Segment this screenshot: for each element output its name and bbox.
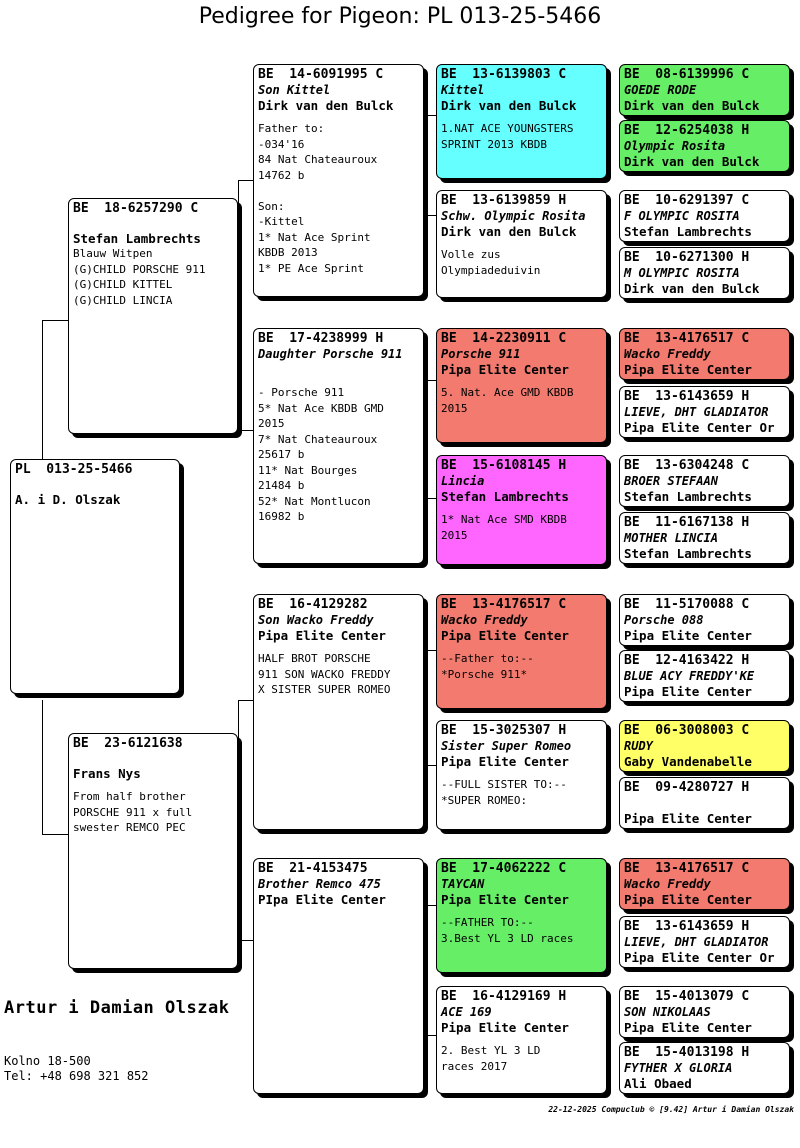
dds-card[interactable] (436, 858, 607, 973)
connector-line (424, 650, 425, 765)
ring-number: BE 13-4176517 C (624, 331, 750, 346)
connector-line (42, 700, 43, 834)
connector-line (424, 115, 436, 116)
owner-name: A. i D. Olszak (15, 492, 121, 507)
page-title: Pedigree for Pigeon: PL 013-25-5466 (198, 4, 602, 29)
owner-name: Stefan Lambrechts (624, 224, 752, 239)
breeder-name: Artur i Damian Olszak (4, 998, 230, 1018)
ring-number: BE 15-4013198 H (624, 1045, 750, 1060)
breeder-contact (4, 1054, 149, 1084)
owner-name: Pipa Elite Center (624, 1020, 752, 1035)
ring-number: BE 13-6139859 H (441, 193, 567, 208)
notes: --Father to:-- *Porsche 911* (441, 652, 534, 681)
owner-name: Pipa Elite Center (624, 892, 752, 907)
breeder-phone: Tel: +48 698 321 852 (4, 1069, 149, 1083)
ring-number: BE 13-4176517 C (624, 861, 750, 876)
owner-name: Dirk van den Bulck (258, 98, 394, 113)
connector-line (42, 320, 43, 460)
ring-number: PL 013-25-5466 (15, 462, 133, 477)
pigeon-name: Brother Remco 475 (258, 877, 381, 891)
ring-number: BE 13-6143659 H (624, 389, 750, 404)
connector-line (238, 700, 239, 940)
notes: - Porsche 911 5* Nat Ace KBDB GMD 2015 7* Nat Chateauroux 25617 b 11* Nat Bourges 21484 b 52* Nat Montlucon 16982 b (258, 386, 384, 523)
pigeon-name: Son Kittel (258, 83, 331, 97)
notes: 1.NAT ACE YOUNGSTERS SPRINT 2013 KBDB (441, 122, 574, 151)
pigeon-name: Wacko Freddy (441, 613, 528, 627)
ring-number: BE 14-6091995 C (258, 67, 384, 82)
owner-name: Stefan Lambrechts (441, 489, 569, 504)
pigeon-name: SON NIKOLAAS (624, 1005, 711, 1019)
ring-number: BE 11-6167138 H (624, 515, 750, 530)
ring-number: BE 08-6139996 C (624, 67, 750, 82)
pigeon-name (624, 796, 785, 811)
connector-line (424, 905, 425, 1035)
dam-dam-card[interactable] (253, 858, 424, 1094)
connector-line (424, 905, 436, 906)
sire-sire-card[interactable] (253, 64, 424, 297)
sds-card[interactable] (436, 328, 607, 443)
ring-number: BE 15-4013079 C (624, 989, 750, 1004)
pigeon-name: Porsche 911 (441, 347, 521, 361)
ssd-card[interactable] (436, 190, 607, 298)
pigeon-name: Wacko Freddy (624, 347, 711, 361)
ring-number: BE 12-6254038 H (624, 123, 750, 138)
pigeon-name: M OLYMPIC ROSITA (624, 266, 740, 280)
pigeon-name: ACE 169 (441, 1005, 492, 1019)
dss-card[interactable] (436, 594, 607, 709)
g4-card-5[interactable] (619, 328, 790, 380)
owner-name: Gaby Vandenabelle (624, 754, 752, 769)
pigeon-name: FYTHER X GLORIA (624, 1061, 733, 1075)
pigeon-name: MOTHER LINCIA (624, 531, 718, 545)
owner-name: Frans Nys (73, 766, 141, 781)
pigeon-name: Olympic Rosita (624, 139, 726, 153)
g4-card-12[interactable] (619, 777, 790, 829)
notes: From half brother PORSCHE 911 x full swester REMCO PEC (73, 790, 193, 834)
owner-name: Pipa Elite Center Or (624, 950, 775, 965)
g4-card-13[interactable] (619, 858, 790, 910)
owner-name: Pipa Elite Center (624, 628, 752, 643)
connector-line (424, 215, 436, 216)
g4-card-3[interactable] (619, 190, 790, 242)
ring-number: BE 18-6257290 C (73, 201, 199, 216)
ring-number: BE 21-4153475 (258, 861, 368, 876)
connector-line (424, 380, 425, 498)
owner-name: Pipa Elite Center (258, 628, 386, 643)
sire-dam-card[interactable] (253, 328, 424, 564)
owner-name: Pipa Elite Center (441, 892, 569, 907)
ring-number: BE 15-3025307 H (441, 723, 567, 738)
ring-number: BE 23-6121638 (73, 736, 183, 751)
pigeon-name: Porsche 088 (624, 613, 704, 627)
g4-card-2[interactable] (619, 120, 790, 172)
g4-card-1[interactable] (619, 64, 790, 116)
owner-name: Dirk van den Bulck (441, 224, 577, 239)
sdd-card[interactable] (436, 455, 607, 565)
pigeon-name: Son Wacko Freddy (258, 613, 374, 627)
connector-line (424, 115, 425, 215)
connector-line (238, 180, 254, 181)
owner-name: Stefan Lambrechts (73, 231, 201, 246)
g4-card-4[interactable] (619, 247, 790, 299)
owner-name: Stefan Lambrechts (624, 546, 752, 561)
notes: --FULL SISTER TO:-- *SUPER ROMEO: (441, 778, 567, 807)
pigeon-name: Sister Super Romeo (441, 739, 572, 753)
ddd-card[interactable] (436, 986, 607, 1094)
g4-card-6[interactable] (619, 386, 790, 438)
connector-line (424, 498, 436, 499)
connector-line (238, 940, 254, 941)
sire-card[interactable] (68, 198, 238, 434)
subject-pigeon-card[interactable] (10, 459, 180, 694)
connector-line (42, 834, 70, 835)
owner-name: Stefan Lambrechts (624, 489, 752, 504)
pigeon-name: GOEDE RODE (624, 83, 697, 97)
g4-card-8[interactable] (619, 512, 790, 564)
ring-number: BE 12-4163422 H (624, 653, 750, 668)
connector-line (424, 380, 436, 381)
g4-card-11[interactable] (619, 720, 790, 772)
dsd-card[interactable] (436, 720, 607, 830)
pigeon-name: Schw. Olympic Rosita (441, 209, 586, 223)
dam-card[interactable] (68, 733, 238, 969)
owner-name: Dirk van den Bulck (441, 98, 577, 113)
owner-name: Pipa Elite Center (441, 628, 569, 643)
pigeon-name: LIEVE, DHT GLADIATOR (624, 405, 769, 419)
owner-name: Pipa Elite Center (441, 362, 569, 377)
owner-name: Pipa Elite Center (624, 811, 752, 826)
connector-line (424, 765, 436, 766)
ring-number: BE 15-6108145 H (441, 458, 567, 473)
pigeon-name: BLUE ACY FREDDY'KE (624, 669, 755, 683)
connector-line (424, 650, 436, 651)
pigeon-name: Daughter Porsche 911 (258, 347, 403, 361)
g4-card-15[interactable] (619, 986, 790, 1038)
ring-number: BE 06-3008003 C (624, 723, 750, 738)
notes: Father to: -034'16 84 Nat Chateauroux 14762 b Son: -Kittel 1* Nat Ace Sprint KBDB 2013 1* PE Ace Sprint (258, 122, 378, 275)
pigeon-name: LIEVE, DHT GLADIATOR (624, 935, 769, 949)
connector-line (42, 320, 70, 321)
breeder-address: Kolno 18-500 (4, 1054, 91, 1068)
owner-name: Dirk van den Bulck (624, 281, 760, 296)
pigeon-name: Kittel (441, 83, 485, 97)
owner-name: Pipa Elite Center Or (624, 420, 775, 435)
connector-line (238, 700, 254, 701)
notes: 1* Nat Ace SMD KBDB 2015 (441, 513, 567, 542)
ring-number: BE 14-2230911 C (441, 331, 567, 346)
connector-line (424, 1035, 436, 1036)
ring-number: BE 13-6143659 H (624, 919, 750, 934)
owner-name: Pipa Elite Center (441, 754, 569, 769)
g4-card-9[interactable] (619, 594, 790, 646)
g4-card-14[interactable] (619, 916, 790, 968)
owner-name: PIpa Elite Center (258, 892, 386, 907)
ring-number: BE 17-4238999 H (258, 331, 384, 346)
ring-number: BE 13-6304248 C (624, 458, 750, 473)
g4-card-16[interactable] (619, 1042, 790, 1094)
connector-line (238, 430, 254, 431)
connector-line (238, 180, 239, 430)
pigeon-name: TAYCAN (441, 877, 485, 891)
pigeon-name: Lincia (441, 474, 485, 488)
pigeon-name: RUDY (624, 739, 653, 753)
ring-number: BE 16-4129169 H (441, 989, 567, 1004)
ring-number: BE 13-6139803 C (441, 67, 567, 82)
g4-card-7[interactable] (619, 455, 790, 507)
notes: HALF BROT PORSCHE 911 SON WACKO FREDDY X SISTER SUPER ROMEO (258, 652, 391, 696)
dam-sire-card[interactable] (253, 594, 424, 830)
g4-card-10[interactable] (619, 650, 790, 702)
ring-number: BE 16-4129282 (258, 597, 368, 612)
owner-name: Pipa Elite Center (441, 1020, 569, 1035)
ring-number: BE 09-4280727 H (624, 780, 750, 795)
notes: Volle zus Olympiadeduivin (441, 248, 541, 277)
notes: 2. Best YL 3 LD races 2017 (441, 1044, 541, 1073)
sss-card[interactable] (436, 64, 607, 179)
owner-name: Dirk van den Bulck (624, 98, 760, 113)
notes: --FATHER TO:-- 3.Best YL 3 LD races (441, 916, 574, 945)
notes: 5. Nat. Ace GMD KBDB 2015 (441, 386, 574, 415)
ring-number: BE 11-5170088 C (624, 597, 750, 612)
ring-number: BE 10-6271300 H (624, 250, 750, 265)
ring-number: BE 13-4176517 C (441, 597, 567, 612)
owner-name: Dirk van den Bulck (624, 154, 760, 169)
notes: Blauw Witpen (G)CHILD PORSCHE 911 (G)CHILD KITTEL (G)CHILD LINCIA (73, 247, 206, 307)
footer-text: 22-12-2025 Compuclub © [9.42] Artur i Damian Olszak (548, 1105, 794, 1114)
owner-name (258, 362, 419, 377)
owner-name: Ali Obaed (624, 1076, 692, 1091)
ring-number: BE 10-6291397 C (624, 193, 750, 208)
pigeon-name: Wacko Freddy (624, 877, 711, 891)
owner-name: Pipa Elite Center (624, 362, 752, 377)
pigeon-name: BROER STEFAAN (624, 474, 718, 488)
owner-name: Pipa Elite Center (624, 684, 752, 699)
pigeon-name: F OLYMPIC ROSITA (624, 209, 740, 223)
ring-number: BE 17-4062222 C (441, 861, 567, 876)
